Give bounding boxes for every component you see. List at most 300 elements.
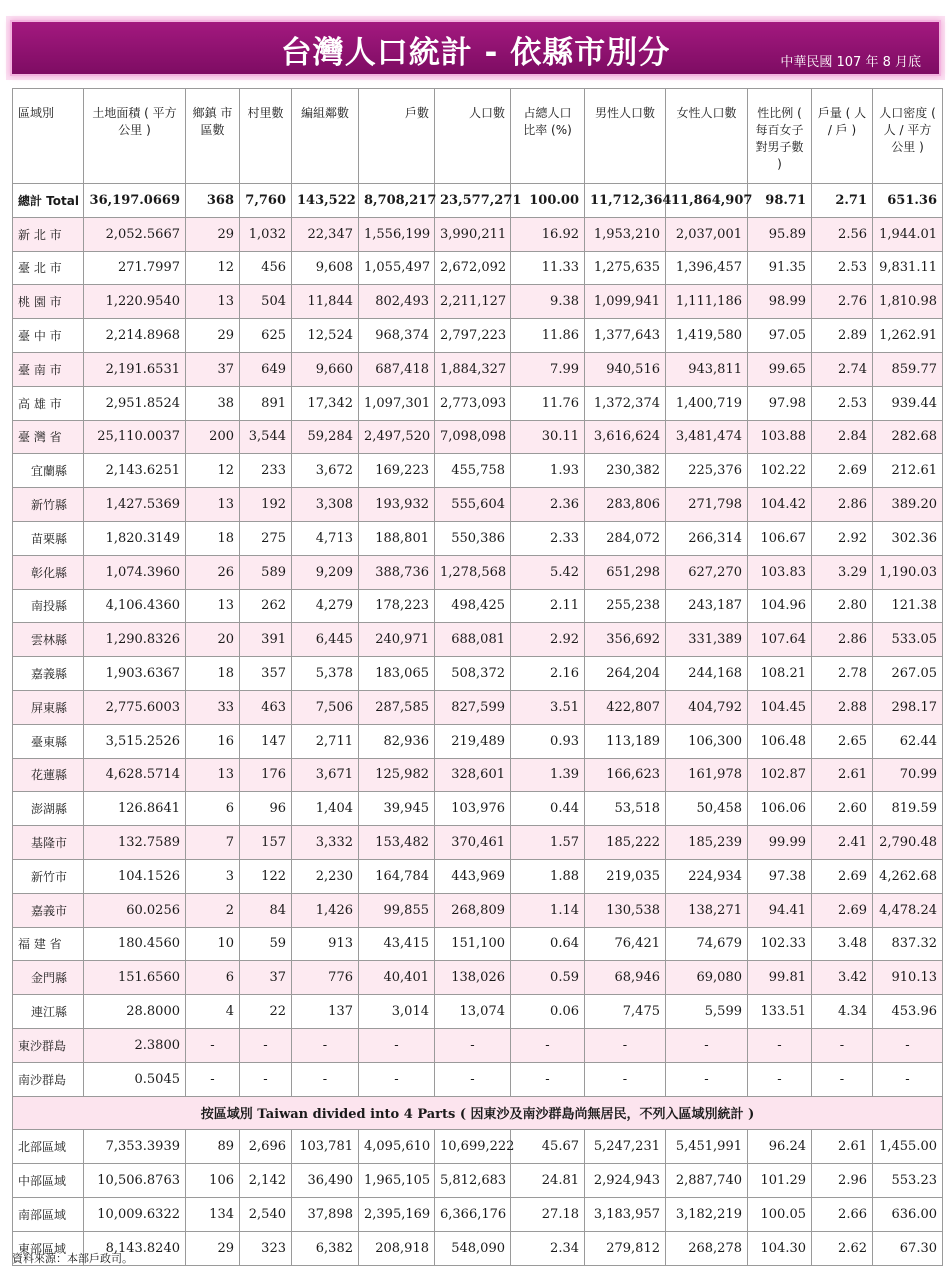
table-cell: 1,884,327 (435, 352, 511, 386)
table-cell: 2,142 (240, 1164, 292, 1198)
table-cell: 4,478.24 (873, 893, 943, 927)
table-cell: 76,421 (585, 927, 666, 961)
table-cell: 1,404 (292, 792, 359, 826)
table-cell: 4,106.4360 (84, 589, 186, 623)
table-row (13, 792, 943, 826)
table-cell: 29 (186, 1231, 240, 1265)
table-cell: 498,425 (435, 589, 511, 623)
table-cell: 244,168 (666, 657, 748, 691)
row-label: 臺 南 市 (13, 352, 84, 386)
table-cell: 20 (186, 623, 240, 657)
row-label: 嘉義縣 (13, 657, 84, 691)
table-cell: 262 (240, 589, 292, 623)
table-cell: 100.00 (511, 184, 585, 218)
table-cell: 169,223 (359, 454, 435, 488)
table-cell: 2.96 (812, 1164, 873, 1198)
table-cell: 910.13 (873, 961, 943, 995)
table-cell: 12 (186, 454, 240, 488)
table-cell: 104.30 (748, 1231, 812, 1265)
table-cell: 391 (240, 623, 292, 657)
table-cell: 3,672 (292, 454, 359, 488)
table-cell: 104.45 (748, 690, 812, 724)
table-cell: 1,275,635 (585, 251, 666, 285)
table-cell: 282.68 (873, 420, 943, 454)
table-cell: 1.88 (511, 859, 585, 893)
table-cell: 9,209 (292, 555, 359, 589)
col-header: 人口密度 ( 人 / 平方 公里 ) (873, 89, 943, 184)
table-cell: 151.6560 (84, 961, 186, 995)
table-cell: 2.69 (812, 893, 873, 927)
table-cell: 548,090 (435, 1231, 511, 1265)
table-cell: 2.53 (812, 386, 873, 420)
row-label: 臺 灣 省 (13, 420, 84, 454)
table-cell: 2.33 (511, 521, 585, 555)
table-cell: 132.7589 (84, 826, 186, 860)
table-cell: 4 (186, 995, 240, 1029)
table-cell: 2.3800 (84, 1028, 186, 1062)
table-row (13, 589, 943, 623)
table-row (13, 319, 943, 353)
table-cell: 287,585 (359, 690, 435, 724)
table-cell: 40,401 (359, 961, 435, 995)
table-cell: 943,811 (666, 352, 748, 386)
table-cell: 1,903.6367 (84, 657, 186, 691)
table-cell: 59 (240, 927, 292, 961)
table-cell: - (666, 1062, 748, 1096)
table-cell: 3,616,624 (585, 420, 666, 454)
table-cell: 688,081 (435, 623, 511, 657)
table-cell: 103.88 (748, 420, 812, 454)
table-cell: 22 (240, 995, 292, 1029)
table-cell: 2,395,169 (359, 1197, 435, 1231)
row-label: 雲林縣 (13, 623, 84, 657)
table-cell: 8,708,217 (359, 184, 435, 218)
table-row (13, 758, 943, 792)
table-cell: 10,699,222 (435, 1130, 511, 1164)
table-cell: 11.86 (511, 319, 585, 353)
table-cell: 422,807 (585, 690, 666, 724)
table-row (13, 893, 943, 927)
table-cell: 94.41 (748, 893, 812, 927)
table-cell: 3,183,957 (585, 1197, 666, 1231)
table-cell: - (186, 1062, 240, 1096)
table-cell: 2.16 (511, 657, 585, 691)
table-cell: 134 (186, 1197, 240, 1231)
table-cell: 2,951.8524 (84, 386, 186, 420)
table-cell: 212.61 (873, 454, 943, 488)
table-cell: 74,679 (666, 927, 748, 961)
table-cell: 113,189 (585, 724, 666, 758)
table-cell: 7,475 (585, 995, 666, 1029)
col-header: 鄉鎮 市區數 (186, 89, 240, 184)
table-cell: 1.39 (511, 758, 585, 792)
table-cell: 43,415 (359, 927, 435, 961)
table-cell: 2.69 (812, 859, 873, 893)
table-cell: 3.29 (812, 555, 873, 589)
table-cell: 533.05 (873, 623, 943, 657)
row-label: 臺 北 市 (13, 251, 84, 285)
table-cell: 151,100 (435, 927, 511, 961)
table-cell: 268,809 (435, 893, 511, 927)
table-cell: 12,524 (292, 319, 359, 353)
table-cell: 185,222 (585, 826, 666, 860)
table-cell: 2,775.6003 (84, 690, 186, 724)
table-cell: 11.33 (511, 251, 585, 285)
table-cell: 33 (186, 690, 240, 724)
table-cell: 939.44 (873, 386, 943, 420)
row-label: 總計 Total (13, 184, 84, 218)
table-cell: 96 (240, 792, 292, 826)
col-header: 戶量 ( 人 / 戶 ) (812, 89, 873, 184)
table-cell: 271.7997 (84, 251, 186, 285)
table-cell: 147 (240, 724, 292, 758)
row-label: 北部區域 (13, 1130, 84, 1164)
table-cell: 103,976 (435, 792, 511, 826)
table-cell: 0.93 (511, 724, 585, 758)
row-label: 福 建 省 (13, 927, 84, 961)
table-cell: 2,790.48 (873, 826, 943, 860)
table-cell: 636.00 (873, 1197, 943, 1231)
table-cell: 2.36 (511, 488, 585, 522)
table-cell: 1,190.03 (873, 555, 943, 589)
table-cell: 3.51 (511, 690, 585, 724)
table-cell: 1,074.3960 (84, 555, 186, 589)
table-cell: 2.86 (812, 623, 873, 657)
table-cell: 37,898 (292, 1197, 359, 1231)
table-cell: 62.44 (873, 724, 943, 758)
table-cell: 368 (186, 184, 240, 218)
row-label: 宜蘭縣 (13, 454, 84, 488)
col-header: 女性人口數 (666, 89, 748, 184)
table-cell: 10,009.6322 (84, 1197, 186, 1231)
table-cell: 940,516 (585, 352, 666, 386)
table-row (13, 521, 943, 555)
table-cell: - (748, 1062, 812, 1096)
table-cell: 271,798 (666, 488, 748, 522)
table-cell: 1,290.8326 (84, 623, 186, 657)
table-cell: 36,490 (292, 1164, 359, 1198)
table-cell: 2,037,001 (666, 217, 748, 251)
table-cell: 91.35 (748, 251, 812, 285)
table-row (13, 961, 943, 995)
table-cell: 687,418 (359, 352, 435, 386)
table-cell: 255,238 (585, 589, 666, 623)
table-cell: 357 (240, 657, 292, 691)
table-cell: 2 (186, 893, 240, 927)
table-cell: 13 (186, 589, 240, 623)
table-cell: 36,197.0669 (84, 184, 186, 218)
table-cell: 3,515.2526 (84, 724, 186, 758)
table-cell: 2.84 (812, 420, 873, 454)
table-cell: 2.92 (812, 521, 873, 555)
table-cell: 2,214.8968 (84, 319, 186, 353)
table-cell: 153,482 (359, 826, 435, 860)
table-cell: 331,389 (666, 623, 748, 657)
table-cell: - (511, 1028, 585, 1062)
table-cell: 3,014 (359, 995, 435, 1029)
table-cell: 2.65 (812, 724, 873, 758)
table-cell: 3 (186, 859, 240, 893)
table-cell: - (359, 1028, 435, 1062)
table-cell: 103.83 (748, 555, 812, 589)
row-label: 南沙群島 (13, 1062, 84, 1096)
table-cell: 193,932 (359, 488, 435, 522)
region-row (13, 1130, 943, 1164)
table-cell: 1.14 (511, 893, 585, 927)
table-cell: 1,220.9540 (84, 285, 186, 319)
table-cell: 2.86 (812, 488, 873, 522)
table-cell: 192 (240, 488, 292, 522)
table-cell: 18 (186, 521, 240, 555)
table-cell: - (292, 1028, 359, 1062)
table-cell: 2,052.5667 (84, 217, 186, 251)
region-row (13, 1231, 943, 1265)
table-cell: 2.76 (812, 285, 873, 319)
table-cell: - (748, 1028, 812, 1062)
table-cell: 10 (186, 927, 240, 961)
table-cell: 3.48 (812, 927, 873, 961)
table-cell: 356,692 (585, 623, 666, 657)
table-cell: 219,035 (585, 859, 666, 893)
row-label: 臺 中 市 (13, 319, 84, 353)
table-cell: 913 (292, 927, 359, 961)
table-cell: 1,262.91 (873, 319, 943, 353)
table-row (13, 285, 943, 319)
table-cell: 2,211,127 (435, 285, 511, 319)
table-cell: 3,308 (292, 488, 359, 522)
table-cell: 1,556,199 (359, 217, 435, 251)
table-cell: 4,095,610 (359, 1130, 435, 1164)
table-cell: 553.23 (873, 1164, 943, 1198)
row-label: 金門縣 (13, 961, 84, 995)
table-cell: 508,372 (435, 657, 511, 691)
table-cell: 38 (186, 386, 240, 420)
table-cell: 7,353.3939 (84, 1130, 186, 1164)
table-cell: 99,855 (359, 893, 435, 927)
table-cell: 2.74 (812, 352, 873, 386)
table-cell: 266,314 (666, 521, 748, 555)
table-cell: 283,806 (585, 488, 666, 522)
table-cell: 2.34 (511, 1231, 585, 1265)
table-cell: 106.48 (748, 724, 812, 758)
table-cell: 328,601 (435, 758, 511, 792)
table-cell: 302.36 (873, 521, 943, 555)
col-header: 人口數 (435, 89, 511, 184)
table-cell: 298.17 (873, 690, 943, 724)
col-header: 占總人口 比率 (%) (511, 89, 585, 184)
table-cell: 7,506 (292, 690, 359, 724)
table-cell: 233 (240, 454, 292, 488)
table-cell: 7.99 (511, 352, 585, 386)
table-cell: 1,400,719 (666, 386, 748, 420)
table-row (13, 386, 943, 420)
table-cell: 95.89 (748, 217, 812, 251)
table-cell: - (511, 1062, 585, 1096)
table-cell: 1,419,580 (666, 319, 748, 353)
row-label: 苗栗縣 (13, 521, 84, 555)
table-cell: 183,065 (359, 657, 435, 691)
table-cell: 138,026 (435, 961, 511, 995)
table-cell: 968,374 (359, 319, 435, 353)
table-cell: 3,332 (292, 826, 359, 860)
col-header: 編組鄰數 (292, 89, 359, 184)
table-cell: 97.38 (748, 859, 812, 893)
table-cell: 6 (186, 961, 240, 995)
col-header: 性比例 ( 每百女子 對男子數 ) (748, 89, 812, 184)
table-cell: - (666, 1028, 748, 1062)
table-cell: 3,544 (240, 420, 292, 454)
table-cell: 11,712,364 (585, 184, 666, 218)
table-cell: 9,608 (292, 251, 359, 285)
table-cell: 5,812,683 (435, 1164, 511, 1198)
page-title: 台灣人口統計 - 依縣市別分 (280, 35, 671, 71)
table-cell: 1,810.98 (873, 285, 943, 319)
table-cell: 275 (240, 521, 292, 555)
table-cell: 453.96 (873, 995, 943, 1029)
table-cell: 104.96 (748, 589, 812, 623)
table-cell: 589 (240, 555, 292, 589)
table-cell: 279,812 (585, 1231, 666, 1265)
table-cell: 13 (186, 285, 240, 319)
table-cell: 6 (186, 792, 240, 826)
table-row (13, 420, 943, 454)
table-cell: 625 (240, 319, 292, 353)
title-banner (10, 20, 941, 76)
row-label: 新竹市 (13, 859, 84, 893)
table-cell: 26 (186, 555, 240, 589)
table-cell: 1.57 (511, 826, 585, 860)
population-table (12, 88, 943, 1266)
table-cell: 104.1526 (84, 859, 186, 893)
table-cell: 6,382 (292, 1231, 359, 1265)
table-cell: 2.69 (812, 454, 873, 488)
table-cell: 89 (186, 1130, 240, 1164)
table-cell: 16 (186, 724, 240, 758)
row-label: 澎湖縣 (13, 792, 84, 826)
row-label: 高 雄 市 (13, 386, 84, 420)
table-cell: 108.21 (748, 657, 812, 691)
table-cell: 97.05 (748, 319, 812, 353)
table-cell: 2.11 (511, 589, 585, 623)
table-cell: 37 (186, 352, 240, 386)
table-cell: 13 (186, 758, 240, 792)
table-cell: 106.06 (748, 792, 812, 826)
row-label: 臺東縣 (13, 724, 84, 758)
row-label: 南部區域 (13, 1197, 84, 1231)
table-cell: 98.71 (748, 184, 812, 218)
table-cell: 164,784 (359, 859, 435, 893)
table-row (13, 1062, 943, 1096)
table-cell: 463 (240, 690, 292, 724)
table-cell: 103,781 (292, 1130, 359, 1164)
table-cell: 106,300 (666, 724, 748, 758)
table-cell: 208,918 (359, 1231, 435, 1265)
table-cell: 107.64 (748, 623, 812, 657)
table-cell: 5,451,991 (666, 1130, 748, 1164)
table-cell: 106.67 (748, 521, 812, 555)
table-cell: 219,489 (435, 724, 511, 758)
table-cell: 4,279 (292, 589, 359, 623)
table-cell: 70.99 (873, 758, 943, 792)
table-cell: 627,270 (666, 555, 748, 589)
table-cell: 284,072 (585, 521, 666, 555)
table-cell: 243,187 (666, 589, 748, 623)
table-cell: 240,971 (359, 623, 435, 657)
table-cell: 2.78 (812, 657, 873, 691)
table-cell: 651.36 (873, 184, 943, 218)
table-cell: 0.64 (511, 927, 585, 961)
table-cell: 4,713 (292, 521, 359, 555)
table-cell: 28.8000 (84, 995, 186, 1029)
table-cell: 1,427.5369 (84, 488, 186, 522)
table-cell: 1,111,186 (666, 285, 748, 319)
table-cell: 4,628.5714 (84, 758, 186, 792)
table-cell: 0.44 (511, 792, 585, 826)
table-cell: 1,455.00 (873, 1130, 943, 1164)
table-cell: 67.30 (873, 1231, 943, 1265)
table-cell: 1.93 (511, 454, 585, 488)
table-cell: 776 (292, 961, 359, 995)
table-cell: 18 (186, 657, 240, 691)
table-cell: 12 (186, 251, 240, 285)
table-cell: 102.22 (748, 454, 812, 488)
table-cell: 2.62 (812, 1231, 873, 1265)
table-cell: 29 (186, 319, 240, 353)
table-cell: 82,936 (359, 724, 435, 758)
table-cell: 456 (240, 251, 292, 285)
table-cell: 37 (240, 961, 292, 995)
table-cell: 185,239 (666, 826, 748, 860)
table-row (13, 352, 943, 386)
table-row (13, 488, 943, 522)
table-cell: 3,671 (292, 758, 359, 792)
col-header: 村里數 (240, 89, 292, 184)
table-cell: 7,760 (240, 184, 292, 218)
table-cell: 3,182,219 (666, 1197, 748, 1231)
table-cell: 504 (240, 285, 292, 319)
table-cell: - (812, 1028, 873, 1062)
table-cell: 2,672,092 (435, 251, 511, 285)
table-cell: 1,097,301 (359, 386, 435, 420)
table-cell: 126.8641 (84, 792, 186, 826)
table-cell: 264,204 (585, 657, 666, 691)
table-cell: 230,382 (585, 454, 666, 488)
table-cell: 1,278,568 (435, 555, 511, 589)
table-cell: 1,965,105 (359, 1164, 435, 1198)
row-label: 中部區域 (13, 1164, 84, 1198)
table-cell: 555,604 (435, 488, 511, 522)
table-cell: 9,831.11 (873, 251, 943, 285)
table-cell: 0.59 (511, 961, 585, 995)
table-cell: 157 (240, 826, 292, 860)
table-cell: 96.24 (748, 1130, 812, 1164)
table-cell: 2,540 (240, 1197, 292, 1231)
table-cell: 0.5045 (84, 1062, 186, 1096)
table-cell: 3,481,474 (666, 420, 748, 454)
table-cell: 2.71 (812, 184, 873, 218)
table-cell: 370,461 (435, 826, 511, 860)
table-cell: 13,074 (435, 995, 511, 1029)
table-cell: 178,223 (359, 589, 435, 623)
table-cell: - (186, 1028, 240, 1062)
table-cell: 200 (186, 420, 240, 454)
table-cell: 11.76 (511, 386, 585, 420)
table-cell: 133.51 (748, 995, 812, 1029)
table-cell: 268,278 (666, 1231, 748, 1265)
table-cell: 13 (186, 488, 240, 522)
table-cell: 16.92 (511, 217, 585, 251)
table-cell: 550,386 (435, 521, 511, 555)
